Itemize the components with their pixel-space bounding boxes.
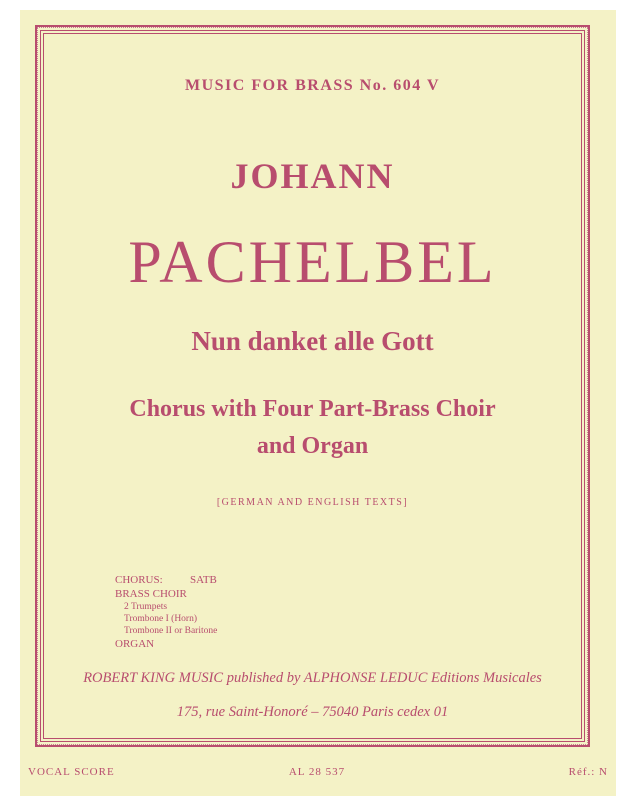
description-line-1: Chorus with Four Part-Brass Choir [129,396,496,422]
reference-code: Réf.: N [568,766,608,778]
organ-label: ORGAN [115,638,155,650]
brass-choir-label: BRASS CHOIR [115,588,187,600]
composer-last-name: PACHELBEL [128,229,497,295]
brass-part: Trombone I (Horn) [124,614,198,624]
publisher-address: 175, rue Saint-Honoré – 75040 Paris cedex 01 [176,704,449,720]
description-line-2: and Organ [256,433,369,459]
brass-part: Trombone II or Baritone [124,626,218,636]
chorus-label: CHORUS: [115,574,163,586]
decorative-border-inner [40,30,585,742]
brass-part: 2 Trumpets [124,602,168,612]
publisher-line: ROBERT KING MUSIC published by ALPHONSE LEDUC Editions Musicales [83,670,542,686]
catalog-number: AL 28 537 [288,766,346,778]
series-title: MUSIC FOR BRASS No. 604 V [184,77,440,94]
texts-note: [GERMAN AND ENGLISH TEXTS] [216,497,409,508]
chorus-value: SATB [190,574,217,586]
edition-type: VOCAL SCORE [28,766,115,778]
work-title: Nun danket alle Gott [191,326,434,356]
composer-first-name: JOHANN [230,156,395,196]
